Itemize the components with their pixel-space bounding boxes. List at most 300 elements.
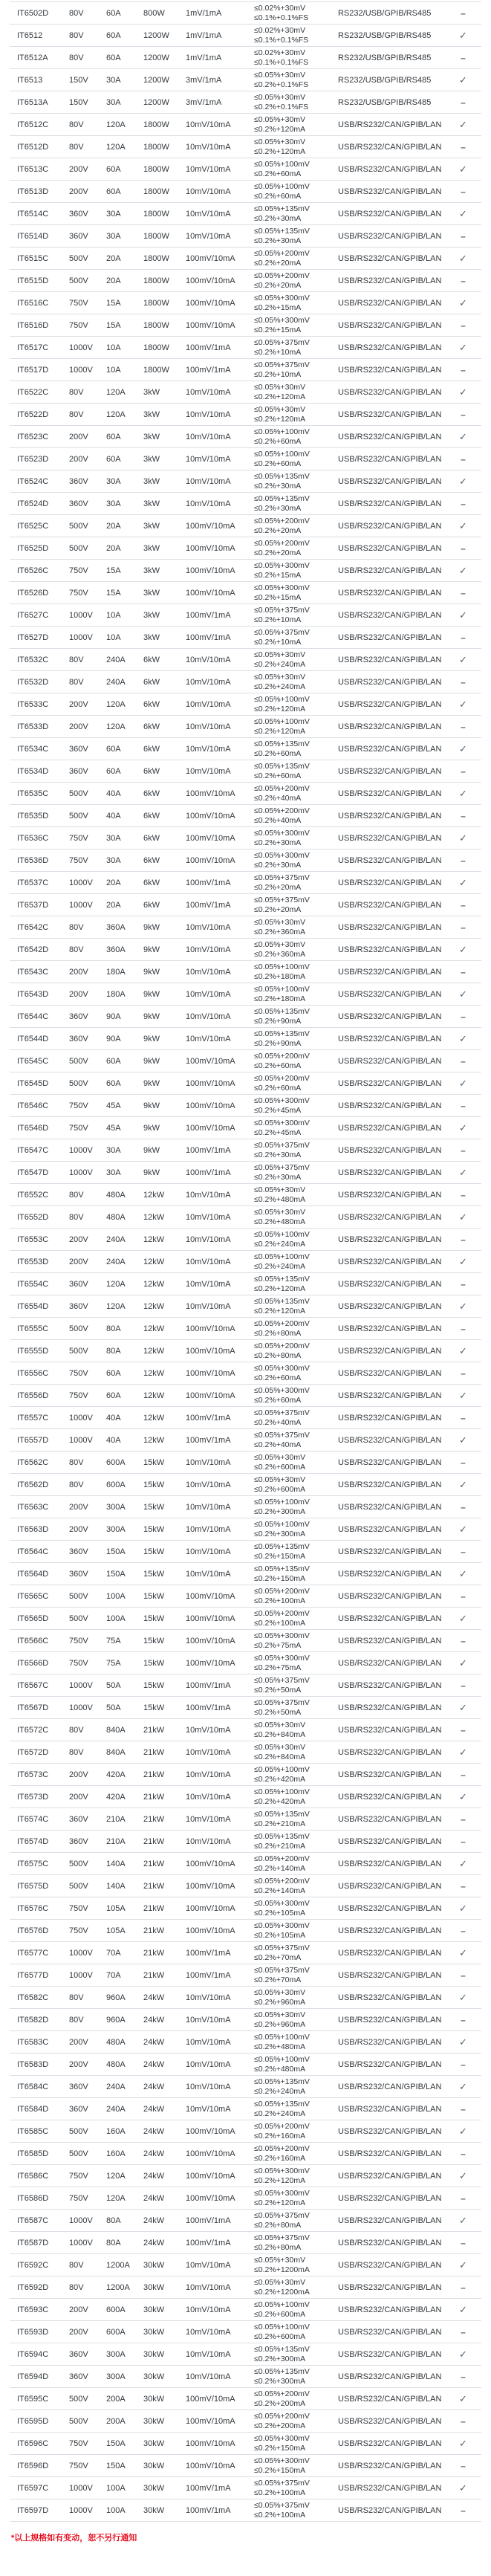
table-row — [10, 1563, 481, 1585]
current-accuracy-value: ≤0.2%+120mA — [254, 726, 306, 736]
power-cell: 1800W — [143, 187, 169, 196]
resolution-cell: 100mV/1mA — [186, 1703, 231, 1712]
model-cell: IT6545D — [17, 1078, 49, 1088]
interfaces-cell: USB/RS232/CAN/GPIB/LAN — [338, 566, 442, 575]
current-cell: 10A — [106, 343, 121, 352]
resolution-cell: 100mV/1mA — [186, 343, 231, 352]
current-cell: 210A — [106, 1836, 126, 1846]
model-cell: IT6516D — [17, 320, 49, 330]
current-accuracy-value: ≤0.2%+160mA — [254, 2153, 306, 2163]
current-cell: 120A — [106, 699, 126, 709]
interfaces-cell: USB/RS232/CAN/GPIB/LAN — [338, 2216, 442, 2225]
accuracy-cell — [254, 1542, 338, 1561]
power-cell: 6kW — [143, 655, 160, 664]
interfaces-cell: USB/RS232/CAN/GPIB/LAN — [338, 1301, 442, 1311]
voltage-cell: 1000V — [69, 900, 93, 910]
dash-icon: – — [461, 409, 466, 420]
power-cell: 21kW — [143, 1948, 165, 1958]
model-cell: IT6512D — [17, 142, 49, 152]
accuracy-cell — [254, 1386, 338, 1405]
table-row — [10, 2433, 481, 2455]
dash-icon: – — [461, 186, 466, 197]
voltage-cell: 750V — [69, 1903, 88, 1913]
dash-icon: – — [461, 1278, 466, 1289]
model-cell: IT6522D — [17, 410, 49, 419]
power-cell: 1200W — [143, 97, 169, 107]
current-cell: 45A — [106, 1123, 121, 1133]
table-row — [10, 1496, 481, 1518]
accuracy-cell — [254, 829, 338, 847]
current-accuracy-value: ≤0.2%+120mA — [254, 2198, 306, 2207]
interfaces-cell: USB/RS232/CAN/GPIB/LAN — [338, 209, 442, 219]
accuracy-cell — [254, 2055, 338, 2074]
table-row — [10, 337, 481, 359]
current-cell: 60A — [106, 187, 121, 196]
table-row — [10, 470, 481, 493]
voltage-accuracy-value: ≤0.05%+200mV — [254, 1877, 310, 1886]
accuracy-cell — [254, 851, 338, 870]
model-cell: IT6543D — [17, 989, 49, 999]
dash-icon: – — [461, 587, 466, 598]
current-accuracy-value: ≤0.2%+10mA — [254, 637, 302, 647]
accuracy-cell — [254, 962, 338, 981]
table-row — [10, 114, 481, 136]
power-cell: 9kW — [143, 1034, 160, 1043]
voltage-cell: 1000V — [69, 365, 93, 375]
dash-icon: – — [461, 1970, 466, 1981]
current-cell: 60A — [106, 744, 121, 754]
model-cell: IT6577D — [17, 1970, 49, 1980]
accuracy-cell — [254, 472, 338, 491]
voltage-accuracy-value: ≤0.05%+200mV — [254, 1854, 310, 1863]
current-accuracy-value: ≤0.2%+0.1%FS — [254, 102, 309, 111]
table-row — [10, 1942, 481, 1964]
voltage-cell: 500V — [69, 1881, 88, 1891]
interfaces-cell: USB/RS232/CAN/GPIB/LAN — [338, 1926, 442, 1935]
accuracy-cell — [254, 1765, 338, 1784]
resolution-cell: 10mV/10mA — [186, 945, 231, 954]
current-accuracy-value: ≤0.2%+60mA — [254, 191, 302, 201]
model-cell: IT6515D — [17, 276, 49, 285]
voltage-accuracy-value: ≤0.05%+30mV — [254, 1475, 306, 1484]
current-cell: 300A — [106, 1502, 126, 1512]
voltage-accuracy-value: ≤0.05%+200mV — [254, 1609, 310, 1618]
interfaces-cell: USB/RS232/CAN/GPIB/LAN — [338, 2282, 442, 2292]
interfaces-cell: USB/RS232/CAN/GPIB/LAN — [338, 677, 442, 687]
voltage-accuracy-value: ≤0.05%+135mV — [254, 1007, 310, 1016]
current-accuracy-value: ≤0.2%+600mA — [254, 1462, 306, 1472]
power-cell: 21kW — [143, 1814, 165, 1824]
table-row — [10, 1474, 481, 1496]
accuracy-cell — [254, 427, 338, 446]
voltage-cell: 80V — [69, 655, 84, 664]
dash-icon: – — [461, 1769, 466, 1780]
model-cell: IT6533C — [17, 699, 49, 709]
current-cell: 15A — [106, 298, 121, 308]
accuracy-cell — [254, 2345, 338, 2363]
current-accuracy-value: ≤0.2%+160mA — [254, 2131, 306, 2140]
check-icon: ✓ — [459, 2392, 467, 2404]
resolution-cell: 100mV/1mA — [186, 1145, 231, 1155]
voltage-accuracy-value: ≤0.05%+135mV — [254, 1564, 310, 1573]
table-row — [10, 1028, 481, 1050]
power-cell: 3kW — [143, 499, 160, 508]
accuracy-cell — [254, 1163, 338, 1182]
model-cell: IT6584C — [17, 2082, 49, 2091]
current-accuracy-value: ≤0.2%+840mA — [254, 1752, 306, 1761]
check-icon: ✓ — [459, 1166, 467, 1178]
accuracy-cell — [254, 561, 338, 580]
accuracy-cell — [254, 2434, 338, 2453]
current-accuracy-value: ≤0.2%+300mA — [254, 1529, 306, 1538]
table-row — [10, 1429, 481, 1452]
check-icon: ✓ — [459, 1300, 467, 1312]
voltage-cell: 750V — [69, 1926, 88, 1935]
voltage-cell: 750V — [69, 566, 88, 575]
current-accuracy-value: ≤0.2%+60mA — [254, 1373, 302, 1382]
current-cell: 20A — [106, 276, 121, 285]
power-cell: 12kW — [143, 1368, 165, 1378]
power-cell: 6kW — [143, 789, 160, 798]
current-accuracy-value: ≤0.2%+60mA — [254, 169, 302, 178]
current-accuracy-value: ≤0.2%+20mA — [254, 258, 302, 268]
model-cell: IT6514C — [17, 209, 49, 219]
accuracy-cell — [254, 1787, 338, 1806]
check-icon: ✓ — [459, 1657, 467, 1669]
model-cell: IT6565C — [17, 1591, 49, 1601]
interfaces-cell: USB/RS232/CAN/GPIB/LAN — [338, 1457, 442, 1467]
interfaces-cell: USB/RS232/CAN/GPIB/LAN — [338, 833, 442, 843]
current-cell: 480A — [106, 2059, 126, 2069]
check-icon: ✓ — [459, 698, 467, 710]
model-cell: IT6515C — [17, 253, 49, 263]
interfaces-cell: USB/RS232/CAN/GPIB/LAN — [338, 1368, 442, 1378]
voltage-cell: 80V — [69, 1725, 84, 1735]
voltage-accuracy-value: ≤0.05%+375mV — [254, 360, 310, 369]
voltage-cell: 80V — [69, 1457, 84, 1467]
dash-icon: – — [461, 1546, 466, 1557]
power-cell: 30kW — [143, 2483, 165, 2493]
voltage-cell: 360V — [69, 1547, 88, 1556]
resolution-cell: 10mV/10mA — [186, 2015, 231, 2025]
model-cell: IT6547D — [17, 1168, 49, 1177]
model-cell: IT6526C — [17, 566, 49, 575]
resolution-cell: 100mV/1mA — [186, 2505, 231, 2515]
voltage-accuracy-value: ≤0.05%+200mV — [254, 2389, 310, 2398]
resolution-cell: 10mV/10mA — [186, 1747, 231, 1757]
voltage-cell: 360V — [69, 2372, 88, 2381]
interfaces-cell: USB/RS232/CAN/GPIB/LAN — [338, 2171, 442, 2181]
voltage-cell: 80V — [69, 922, 84, 932]
table-row — [10, 2366, 481, 2388]
current-cell: 90A — [106, 1034, 121, 1043]
check-icon: ✓ — [459, 1612, 467, 1624]
resolution-cell: 10mV/10mA — [186, 1480, 231, 1489]
model-cell: IT6596D — [17, 2461, 49, 2470]
accuracy-cell — [254, 896, 338, 914]
dash-icon: – — [461, 899, 466, 910]
resolution-cell: 100mV/10mA — [186, 2461, 235, 2470]
voltage-accuracy-value: ≤0.05%+300mV — [254, 561, 310, 570]
accuracy-cell — [254, 985, 338, 1003]
current-accuracy-value: ≤0.2%+140mA — [254, 1886, 306, 1895]
dash-icon: – — [461, 2505, 466, 2516]
interfaces-cell: USB/RS232/CAN/GPIB/LAN — [338, 2394, 442, 2404]
current-cell: 180A — [106, 967, 126, 977]
interfaces-cell: USB/RS232/CAN/GPIB/LAN — [338, 1234, 442, 1244]
current-accuracy-value: ≤0.2%+1200mA — [254, 2287, 310, 2297]
table-row — [10, 2276, 481, 2299]
voltage-accuracy-value: ≤0.05%+100mV — [254, 985, 310, 994]
table-row — [10, 2321, 481, 2343]
model-cell: IT6564D — [17, 1569, 49, 1579]
model-cell: IT6596C — [17, 2439, 49, 2448]
interfaces-cell: USB/RS232/CAN/GPIB/LAN — [338, 1948, 442, 1958]
dash-icon: – — [461, 1145, 466, 1156]
current-accuracy-value: ≤0.2%+40mA — [254, 793, 302, 803]
dash-icon: – — [461, 2326, 466, 2337]
current-accuracy-value: ≤0.2%+100mA — [254, 1618, 306, 1628]
model-cell: IT6555D — [17, 1346, 49, 1356]
dash-icon: – — [461, 320, 466, 331]
table-row — [10, 1362, 481, 1385]
table-row — [10, 693, 481, 716]
resolution-cell: 10mV/10mA — [186, 1792, 231, 1802]
voltage-cell: 750V — [69, 1123, 88, 1133]
power-cell: 21kW — [143, 1970, 165, 1980]
interfaces-cell: USB/RS232/CAN/GPIB/LAN — [338, 744, 442, 754]
voltage-cell: 200V — [69, 2037, 88, 2047]
resolution-cell: 10mV/10mA — [186, 989, 231, 999]
voltage-accuracy-value: ≤0.05%+100mV — [254, 1230, 310, 1239]
resolution-cell: 10mV/10mA — [186, 1279, 231, 1289]
power-cell: 15kW — [143, 1658, 165, 1668]
table-row — [10, 1072, 481, 1095]
check-icon: ✓ — [459, 163, 467, 175]
resolution-cell: 10mV/10mA — [186, 120, 231, 129]
model-cell: IT6532C — [17, 655, 49, 664]
current-cell: 100A — [106, 2505, 126, 2515]
voltage-cell: 200V — [69, 164, 88, 174]
interfaces-cell: USB/RS232/CAN/GPIB/LAN — [338, 2439, 442, 2448]
model-cell: IT6544C — [17, 1012, 49, 1021]
current-accuracy-value: ≤0.2%+30mA — [254, 481, 302, 491]
current-accuracy-value: ≤0.2%+20mA — [254, 882, 302, 892]
accuracy-cell — [254, 360, 338, 379]
check-icon: ✓ — [459, 1701, 467, 1713]
power-cell: 21kW — [143, 1903, 165, 1913]
table-row — [10, 225, 481, 247]
accuracy-cell — [254, 1988, 338, 2007]
resolution-cell: 100mV/10mA — [186, 1636, 235, 1645]
current-accuracy-value: ≤0.1%+0.1%FS — [254, 57, 309, 67]
current-cell: 480A — [106, 1212, 126, 1222]
interfaces-cell: USB/RS232/CAN/GPIB/LAN — [338, 2149, 442, 2158]
current-cell: 20A — [106, 878, 121, 887]
check-icon: ✓ — [459, 430, 467, 442]
table-row — [10, 783, 481, 805]
power-cell: 3kW — [143, 410, 160, 419]
current-accuracy-value: ≤0.2%+120mA — [254, 414, 306, 424]
interfaces-cell: USB/RS232/CAN/GPIB/LAN — [338, 521, 442, 531]
interfaces-cell: USB/RS232/CAN/GPIB/LAN — [338, 1725, 442, 1735]
voltage-accuracy-value: ≤0.05%+30mV — [254, 940, 306, 949]
resolution-cell: 100mV/10mA — [186, 253, 235, 263]
model-cell: IT6542C — [17, 922, 49, 932]
model-cell: IT6525C — [17, 521, 49, 531]
power-cell: 1800W — [143, 120, 169, 129]
interfaces-cell: USB/RS232/CAN/GPIB/LAN — [338, 1435, 442, 1445]
voltage-accuracy-value: ≤0.05%+200mV — [254, 271, 310, 280]
accuracy-cell — [254, 1877, 338, 1895]
power-cell: 1200W — [143, 53, 169, 62]
resolution-cell: 10mV/10mA — [186, 1301, 231, 1311]
model-cell: IT6575D — [17, 1881, 49, 1891]
voltage-accuracy-value: ≤0.05%+30mV — [254, 650, 306, 659]
voltage-cell: 500V — [69, 1591, 88, 1601]
current-accuracy-value: ≤0.2%+120mA — [254, 1306, 306, 1315]
current-cell: 120A — [106, 120, 126, 129]
interfaces-cell: USB/RS232/CAN/GPIB/LAN — [338, 1747, 442, 1757]
current-accuracy-value: ≤0.2%+30mA — [254, 1150, 302, 1159]
resolution-cell: 100mV/10mA — [186, 566, 235, 575]
model-cell: IT6577C — [17, 1948, 49, 1958]
model-cell: IT6595C — [17, 2394, 49, 2404]
power-cell: 12kW — [143, 1324, 165, 1333]
dash-icon: – — [461, 1501, 466, 1512]
voltage-accuracy-value: ≤0.05%+135mV — [254, 204, 310, 213]
power-cell: 30kW — [143, 2372, 165, 2381]
accuracy-cell — [254, 740, 338, 758]
check-icon: ✓ — [459, 943, 467, 955]
voltage-cell: 750V — [69, 1101, 88, 1110]
interfaces-cell: USB/RS232/CAN/GPIB/LAN — [338, 989, 442, 999]
table-row — [10, 582, 481, 604]
voltage-cell: 500V — [69, 1614, 88, 1623]
voltage-cell: 80V — [69, 2260, 84, 2270]
current-cell: 300A — [106, 1524, 126, 1534]
current-accuracy-value: ≤0.2%+300mA — [254, 1507, 306, 1516]
accuracy-cell — [254, 1230, 338, 1249]
power-cell: 30kW — [143, 2305, 165, 2314]
dash-icon: – — [461, 97, 466, 108]
table-row — [10, 983, 481, 1006]
power-cell: 12kW — [143, 1435, 165, 1445]
current-cell: 150A — [106, 2461, 126, 2470]
dash-icon: – — [461, 230, 466, 242]
current-cell: 30A — [106, 231, 121, 241]
accuracy-cell — [254, 48, 338, 67]
interfaces-cell: USB/RS232/CAN/GPIB/LAN — [338, 655, 442, 664]
accuracy-cell — [254, 650, 338, 669]
interfaces-cell: USB/RS232/CAN/GPIB/LAN — [338, 253, 442, 263]
dash-icon: – — [461, 721, 466, 732]
accuracy-cell — [254, 249, 338, 268]
interfaces-cell: USB/RS232/CAN/GPIB/LAN — [338, 1480, 442, 1489]
table-row — [10, 1273, 481, 1295]
power-cell: 15kW — [143, 1591, 165, 1601]
current-accuracy-value: ≤0.2%+80mA — [254, 1350, 302, 1360]
interfaces-cell: USB/RS232/CAN/GPIB/LAN — [338, 2260, 442, 2270]
current-cell: 90A — [106, 1012, 121, 1021]
interfaces-cell: USB/RS232/CAN/GPIB/LAN — [338, 1257, 442, 1266]
check-icon: ✓ — [459, 653, 467, 665]
dash-icon: – — [461, 1925, 466, 1936]
power-cell: 21kW — [143, 1747, 165, 1757]
voltage-cell: 80V — [69, 1190, 84, 1200]
current-accuracy-value: ≤0.2%+30mA — [254, 236, 302, 245]
current-cell: 60A — [106, 30, 121, 40]
voltage-cell: 500V — [69, 521, 88, 531]
table-row — [10, 1719, 481, 1741]
interfaces-cell: USB/RS232/CAN/GPIB/LAN — [338, 1190, 442, 1200]
power-cell: 3kW — [143, 566, 160, 575]
resolution-cell: 10mV/10mA — [186, 2327, 231, 2337]
current-cell: 840A — [106, 1725, 126, 1735]
current-accuracy-value: ≤0.2%+75mA — [254, 1663, 302, 1672]
current-accuracy-value: ≤0.2%+420mA — [254, 1774, 306, 1784]
dash-icon: – — [461, 2059, 466, 2070]
power-cell: 1800W — [143, 276, 169, 285]
voltage-accuracy-value: ≤0.05%+135mV — [254, 472, 310, 481]
model-cell: IT6523D — [17, 454, 49, 464]
model-cell: IT6536C — [17, 833, 49, 843]
table-row — [10, 158, 481, 181]
dash-icon: – — [461, 141, 466, 152]
voltage-cell: 360V — [69, 231, 88, 241]
accuracy-cell — [254, 1408, 338, 1427]
interfaces-cell: USB/RS232/CAN/GPIB/LAN — [338, 945, 442, 954]
dash-icon: – — [461, 7, 466, 19]
voltage-accuracy-value: ≤0.05%+100mV — [254, 2323, 310, 2331]
accuracy-cell — [254, 383, 338, 401]
power-cell: 21kW — [143, 1859, 165, 1868]
voltage-cell: 360V — [69, 1034, 88, 1043]
voltage-accuracy-value: ≤0.05%+100mV — [254, 2055, 310, 2064]
check-icon: ✓ — [459, 1211, 467, 1223]
current-accuracy-value: ≤0.2%+60mA — [254, 1395, 302, 1405]
table-row — [10, 2054, 481, 2076]
resolution-cell: 10mV/10mA — [186, 1234, 231, 1244]
model-cell: IT6567D — [17, 1703, 49, 1712]
resolution-cell: 100mV/10mA — [186, 855, 235, 865]
power-cell: 15kW — [143, 1457, 165, 1467]
voltage-cell: 500V — [69, 811, 88, 821]
accuracy-cell — [254, 405, 338, 424]
resolution-cell: 10mV/10mA — [186, 1257, 231, 1266]
resolution-cell: 10mV/10mA — [186, 209, 231, 219]
interfaces-cell: USB/RS232/CAN/GPIB/LAN — [338, 1279, 442, 1289]
current-cell: 45A — [106, 1101, 121, 1110]
table-row — [10, 738, 481, 760]
voltage-cell: 80V — [69, 410, 84, 419]
table-row — [10, 426, 481, 448]
power-cell: 9kW — [143, 945, 160, 954]
resolution-cell: 1mV/1mA — [186, 8, 222, 18]
current-cell: 140A — [106, 1859, 126, 1868]
interfaces-cell: USB/RS232/CAN/GPIB/LAN — [338, 2059, 442, 2069]
voltage-accuracy-value: ≤0.05%+100mV — [254, 182, 310, 191]
current-accuracy-value: ≤0.2%+30mA — [254, 1172, 302, 1182]
check-icon: ✓ — [459, 2036, 467, 2048]
resolution-cell: 10mV/10mA — [186, 1547, 231, 1556]
table-row — [10, 2210, 481, 2232]
current-accuracy-value: ≤0.2%+80mA — [254, 2220, 302, 2230]
current-cell: 70A — [106, 1970, 121, 1980]
voltage-accuracy-value: ≤0.05%+300mV — [254, 1921, 310, 1930]
current-accuracy-value: ≤0.2%+10mA — [254, 369, 302, 379]
interfaces-cell: RS232/USB/GPIB/RS485 — [338, 30, 432, 40]
